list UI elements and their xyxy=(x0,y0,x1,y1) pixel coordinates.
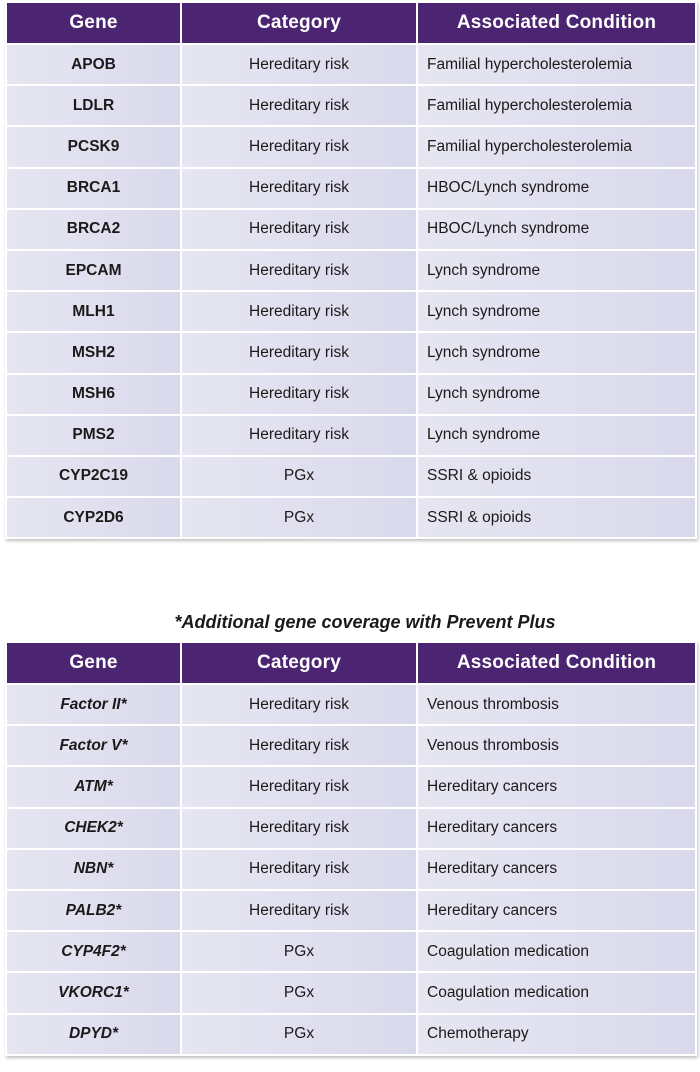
condition-cell: Familial hypercholesterolemia xyxy=(417,126,696,167)
table-row xyxy=(6,168,696,209)
gene-cell: EPCAM xyxy=(6,250,181,291)
table-row xyxy=(6,890,696,931)
table-row xyxy=(6,849,696,890)
condition-cell: Familial hypercholesterolemia xyxy=(417,44,696,85)
table-row xyxy=(6,1014,696,1055)
category-cell: Hereditary risk xyxy=(181,126,417,167)
condition-cell: Lynch syndrome xyxy=(417,250,696,291)
table-row xyxy=(6,126,696,167)
column-header-condition: Associated Condition xyxy=(417,642,696,684)
gene-cell: PALB2* xyxy=(6,890,181,931)
category-cell: Hereditary risk xyxy=(181,85,417,126)
table-row xyxy=(6,332,696,373)
gene-cell: CYP2D6 xyxy=(6,497,181,538)
category-cell: Hereditary risk xyxy=(181,890,417,931)
table-row xyxy=(6,766,696,807)
category-cell: Hereditary risk xyxy=(181,209,417,250)
column-header-category: Category xyxy=(181,642,417,684)
table-row xyxy=(6,725,696,766)
category-cell: Hereditary risk xyxy=(181,766,417,807)
category-cell: PGx xyxy=(181,931,417,972)
table-row xyxy=(6,972,696,1013)
category-cell: PGx xyxy=(181,972,417,1013)
condition-cell: Coagulation medication xyxy=(417,931,696,972)
table-row xyxy=(6,808,696,849)
gene-cell: BRCA1 xyxy=(6,168,181,209)
gene-cell: DPYD* xyxy=(6,1014,181,1055)
condition-cell: Hereditary cancers xyxy=(417,890,696,931)
category-cell: Hereditary risk xyxy=(181,291,417,332)
category-cell: Hereditary risk xyxy=(181,44,417,85)
table-row xyxy=(6,250,696,291)
category-cell: Hereditary risk xyxy=(181,725,417,766)
table-row xyxy=(6,931,696,972)
condition-cell: Hereditary cancers xyxy=(417,849,696,890)
table-row xyxy=(6,291,696,332)
condition-cell: Lynch syndrome xyxy=(417,291,696,332)
gene-cell: APOB xyxy=(6,44,181,85)
category-cell: PGx xyxy=(181,497,417,538)
column-header-gene: Gene xyxy=(6,2,181,44)
condition-cell: Lynch syndrome xyxy=(417,415,696,456)
table-header-row xyxy=(6,642,696,684)
gene-cell: MSH6 xyxy=(6,374,181,415)
gene-cell: CHEK2* xyxy=(6,808,181,849)
category-cell: PGx xyxy=(181,1014,417,1055)
condition-cell: HBOC/Lynch syndrome xyxy=(417,168,696,209)
table-row xyxy=(6,209,696,250)
category-cell: Hereditary risk xyxy=(181,250,417,291)
condition-cell: HBOC/Lynch syndrome xyxy=(417,209,696,250)
gene-table-standard xyxy=(5,1,697,539)
column-header-condition: Associated Condition xyxy=(417,2,696,44)
gene-cell: VKORC1* xyxy=(6,972,181,1013)
category-cell: Hereditary risk xyxy=(181,415,417,456)
table-row xyxy=(6,456,696,497)
category-cell: Hereditary risk xyxy=(181,684,417,725)
condition-cell: SSRI & opioids xyxy=(417,497,696,538)
condition-cell: Lynch syndrome xyxy=(417,332,696,373)
table-row xyxy=(6,684,696,725)
gene-cell: BRCA2 xyxy=(6,209,181,250)
gene-cell: MSH2 xyxy=(6,332,181,373)
additional-coverage-note: *Additional gene coverage with Prevent Plus xyxy=(174,612,556,632)
category-cell: Hereditary risk xyxy=(181,332,417,373)
column-header-category: Category xyxy=(181,2,417,44)
column-header-gene: Gene xyxy=(6,642,181,684)
condition-cell: Hereditary cancers xyxy=(417,808,696,849)
table-header-row xyxy=(6,2,696,44)
condition-cell: Venous thrombosis xyxy=(417,684,696,725)
category-cell: Hereditary risk xyxy=(181,168,417,209)
table-row xyxy=(6,374,696,415)
table-row xyxy=(6,415,696,456)
condition-cell: Familial hypercholesterolemia xyxy=(417,85,696,126)
condition-cell: Venous thrombosis xyxy=(417,725,696,766)
category-cell: Hereditary risk xyxy=(181,808,417,849)
condition-cell: Lynch syndrome xyxy=(417,374,696,415)
gene-cell: ATM* xyxy=(6,766,181,807)
category-cell: Hereditary risk xyxy=(181,374,417,415)
gene-cell: Factor II* xyxy=(6,684,181,725)
table-row xyxy=(6,44,696,85)
gene-cell: CYP4F2* xyxy=(6,931,181,972)
condition-cell: Hereditary cancers xyxy=(417,766,696,807)
category-cell: PGx xyxy=(181,456,417,497)
gene-cell: NBN* xyxy=(6,849,181,890)
gene-cell: PCSK9 xyxy=(6,126,181,167)
category-cell: Hereditary risk xyxy=(181,849,417,890)
table-row xyxy=(6,85,696,126)
table-row xyxy=(6,497,696,538)
gene-cell: LDLR xyxy=(6,85,181,126)
gene-cell: MLH1 xyxy=(6,291,181,332)
condition-cell: SSRI & opioids xyxy=(417,456,696,497)
gene-cell: CYP2C19 xyxy=(6,456,181,497)
condition-cell: Chemotherapy xyxy=(417,1014,696,1055)
gene-cell: Factor V* xyxy=(6,725,181,766)
gene-table-prevent-plus xyxy=(5,641,697,1056)
condition-cell: Coagulation medication xyxy=(417,972,696,1013)
gene-cell: PMS2 xyxy=(6,415,181,456)
